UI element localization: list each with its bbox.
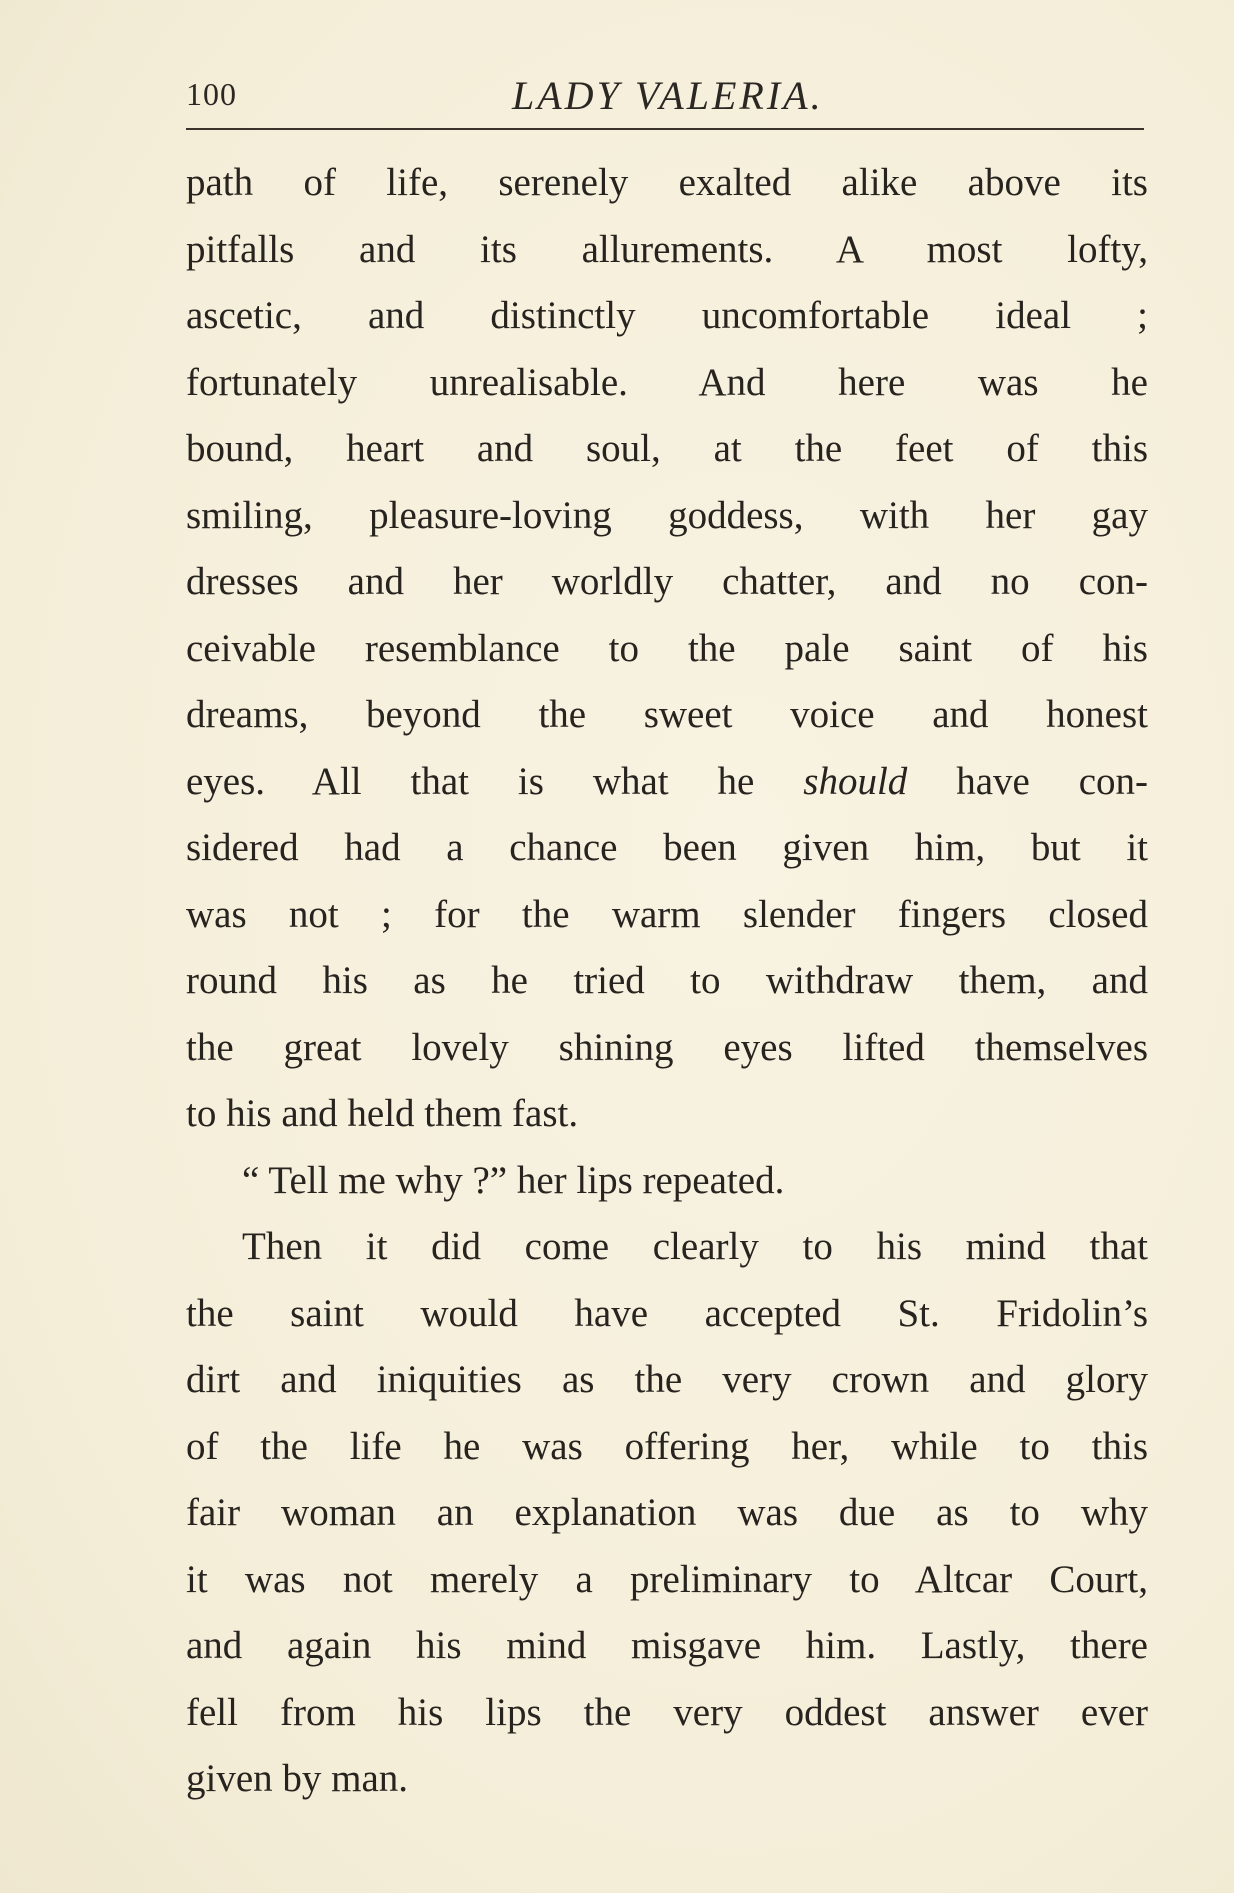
text-line: ceivable resemblance to the pale saint of his bbox=[186, 626, 1148, 670]
text-line-with-emphasis bbox=[186, 749, 1148, 816]
text-line: dreams, beyond the sweet voice and honest bbox=[186, 693, 1148, 736]
text-line: pitfalls and its allurements. A most lofty, bbox=[186, 227, 1148, 271]
text-line: given by man. bbox=[186, 1757, 409, 1800]
text-line: path of life, serenely exalted alike above its bbox=[186, 161, 1148, 204]
text-line: fair woman an explanation was due as to why bbox=[186, 1491, 1148, 1534]
text-line: the saint would have accepted St. Fridolin’s bbox=[186, 1291, 1148, 1335]
text-line: to his and held them fast. bbox=[186, 1092, 579, 1135]
text-segment: have con- bbox=[956, 759, 1149, 803]
text-line: was not ; for the warm slender fingers closed bbox=[186, 892, 1148, 936]
text-line: it was not merely a preliminary to Altcar Court, bbox=[186, 1557, 1148, 1601]
body-text bbox=[186, 150, 1148, 1813]
text-line: dresses and her worldly chatter, and no con- bbox=[186, 560, 1148, 603]
text-segment: eyes. All that is what he bbox=[186, 759, 755, 803]
text-line: Then it did come clearly to his mind that bbox=[242, 1225, 1148, 1268]
text-line: sidered had a chance been given him, but it bbox=[186, 826, 1148, 869]
text-line: of the life he was offering her, while to this bbox=[186, 1424, 1148, 1468]
text-line: bound, heart and soul, at the feet of this bbox=[186, 427, 1148, 470]
emphasized-word: should bbox=[803, 759, 908, 803]
dialogue-line: “ Tell me why ?” her lips repeated. bbox=[242, 1158, 785, 1202]
text-line: fortunately unrealisable. And here was he bbox=[186, 360, 1148, 404]
text-line: and again his mind misgave him. Lastly, there bbox=[186, 1624, 1148, 1667]
text-line: the great lovely shining eyes lifted themselves bbox=[186, 1025, 1148, 1069]
text-line: smiling, pleasure-loving goddess, with her gay bbox=[186, 493, 1148, 537]
page-number: 100 bbox=[186, 76, 237, 112]
running-title: LADY VALERIA. bbox=[512, 73, 824, 118]
text-line: dirt and iniquities as the very crown and glory bbox=[186, 1358, 1148, 1401]
page-header bbox=[186, 68, 1144, 128]
header-rule bbox=[186, 128, 1144, 130]
text-line: round his as he tried to withdraw them, and bbox=[186, 959, 1148, 1002]
text-line: fell from his lips the very oddest answer ever bbox=[186, 1690, 1148, 1734]
text-line: ascetic, and distinctly uncomfortable ideal ; bbox=[186, 294, 1148, 337]
